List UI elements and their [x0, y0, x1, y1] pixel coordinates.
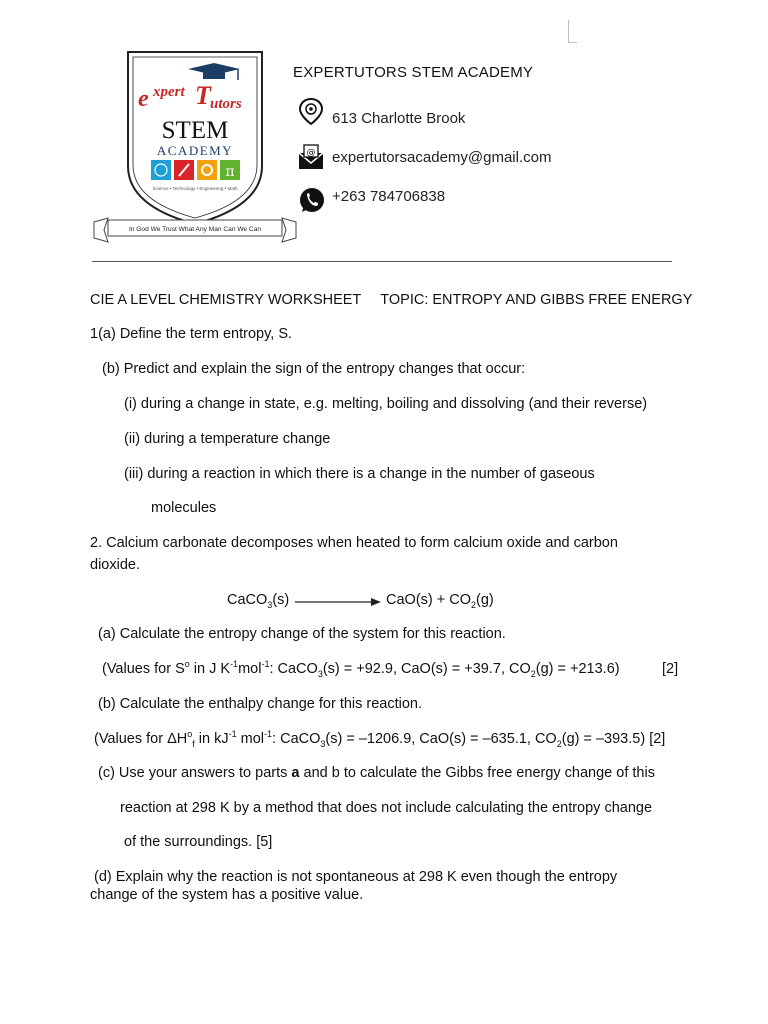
question-2a-marks: [2]: [662, 661, 679, 677]
question-2-intro: 2. Calcium carbonate decomposes when heated to form calcium oxide and carbon: [90, 535, 618, 551]
brand-e: e: [138, 86, 149, 112]
question-1b-iii-cont: molecules: [151, 500, 217, 516]
question-1b: (b) Predict and explain the sign of the entropy changes that occur:: [102, 361, 526, 377]
worksheet-subject: CIE A LEVEL CHEMISTRY WORKSHEET: [90, 292, 362, 308]
reaction-arrow-icon: [295, 597, 381, 607]
question-1b-i: (i) during a change in state, e.g. melting, boiling and dissolving (and their reverse): [124, 396, 648, 412]
equation-reactant: CaCO$_3$(s): [227, 592, 290, 610]
logo-stem: STEM: [161, 117, 229, 144]
question-1b-ii: (ii) during a temperature change: [124, 431, 331, 447]
svg-text:@: @: [306, 148, 316, 158]
svg-text:π: π: [225, 164, 235, 180]
worksheet-topic: TOPIC: ENTROPY AND GIBBS FREE ENERGY: [380, 292, 693, 308]
worksheet-title: [90, 291, 692, 309]
question-2c-cont-2: of the surroundings. [5]: [124, 834, 273, 850]
header-divider: [92, 261, 672, 262]
logo-academy: ACADEMY: [156, 143, 234, 158]
email-icon: [297, 143, 325, 171]
science-icon: [151, 160, 171, 180]
corner-mark: [568, 20, 577, 43]
question-2-intro-cont: dioxide.: [90, 557, 140, 573]
engineering-icon: [197, 160, 217, 180]
logo-tagline: Science • Technology • Engineering • Math: [152, 186, 238, 191]
question-2d: (d) Explain why the reaction is not spontaneous at 298 K even though the entropy change of the system has a positive value.: [90, 869, 618, 903]
email-text[interactable]: expertutorsacademy@gmail.com: [332, 149, 552, 166]
academy-logo: [90, 46, 300, 251]
question-2a: (a) Calculate the entropy change of the system for this reaction.: [98, 626, 506, 642]
academy-name: EXPERTUTORS STEM ACADEMY: [293, 64, 534, 81]
question-1a: 1(a) Define the term entropy, S.: [90, 326, 293, 342]
equation-products: $CaO(s) + CO_2(g)$: [386, 592, 494, 610]
brand-t: T: [195, 81, 211, 110]
question-2a-values: (Values for $S^o$ in J $K^{-1}mol^{-1}$: CaCO$_3$(s) = +92.9, CaO(s) = +39.7, $CO_2(g) = +213.6$): [102, 659, 620, 679]
location-pin-icon: [297, 97, 325, 125]
question-2c-cont: reaction at 298 K by a method that does not include calculating the entropy change: [120, 800, 653, 816]
question-2c: (c) Use your answers to parts a and b to calculate the Gibbs free energy change of this: [98, 765, 655, 781]
logo-motto: In God We Trust What Any Man Can We Can: [128, 226, 262, 233]
brand-utors: utors: [210, 96, 242, 112]
question-1b-iii: (iii) during a reaction in which there is a change in the number of gaseous: [124, 466, 595, 482]
brand-xpert: xpert: [153, 84, 185, 100]
question-2b: (b) Calculate the enthalpy change for this reaction.: [98, 696, 423, 712]
address-text: 613 Charlotte Brook: [332, 110, 466, 127]
question-2b-values: (Values for $\Delta H^o_f$ in $kJ^{-1}$ mol$^{-1}$: CaCO$_3$(s) = –1206.9, CaO(s) = –635.1, $CO_2(g) = -393.5$) [2]: [94, 729, 666, 749]
phone-text[interactable]: +263 784706838: [332, 188, 446, 205]
whatsapp-icon: [298, 186, 326, 214]
